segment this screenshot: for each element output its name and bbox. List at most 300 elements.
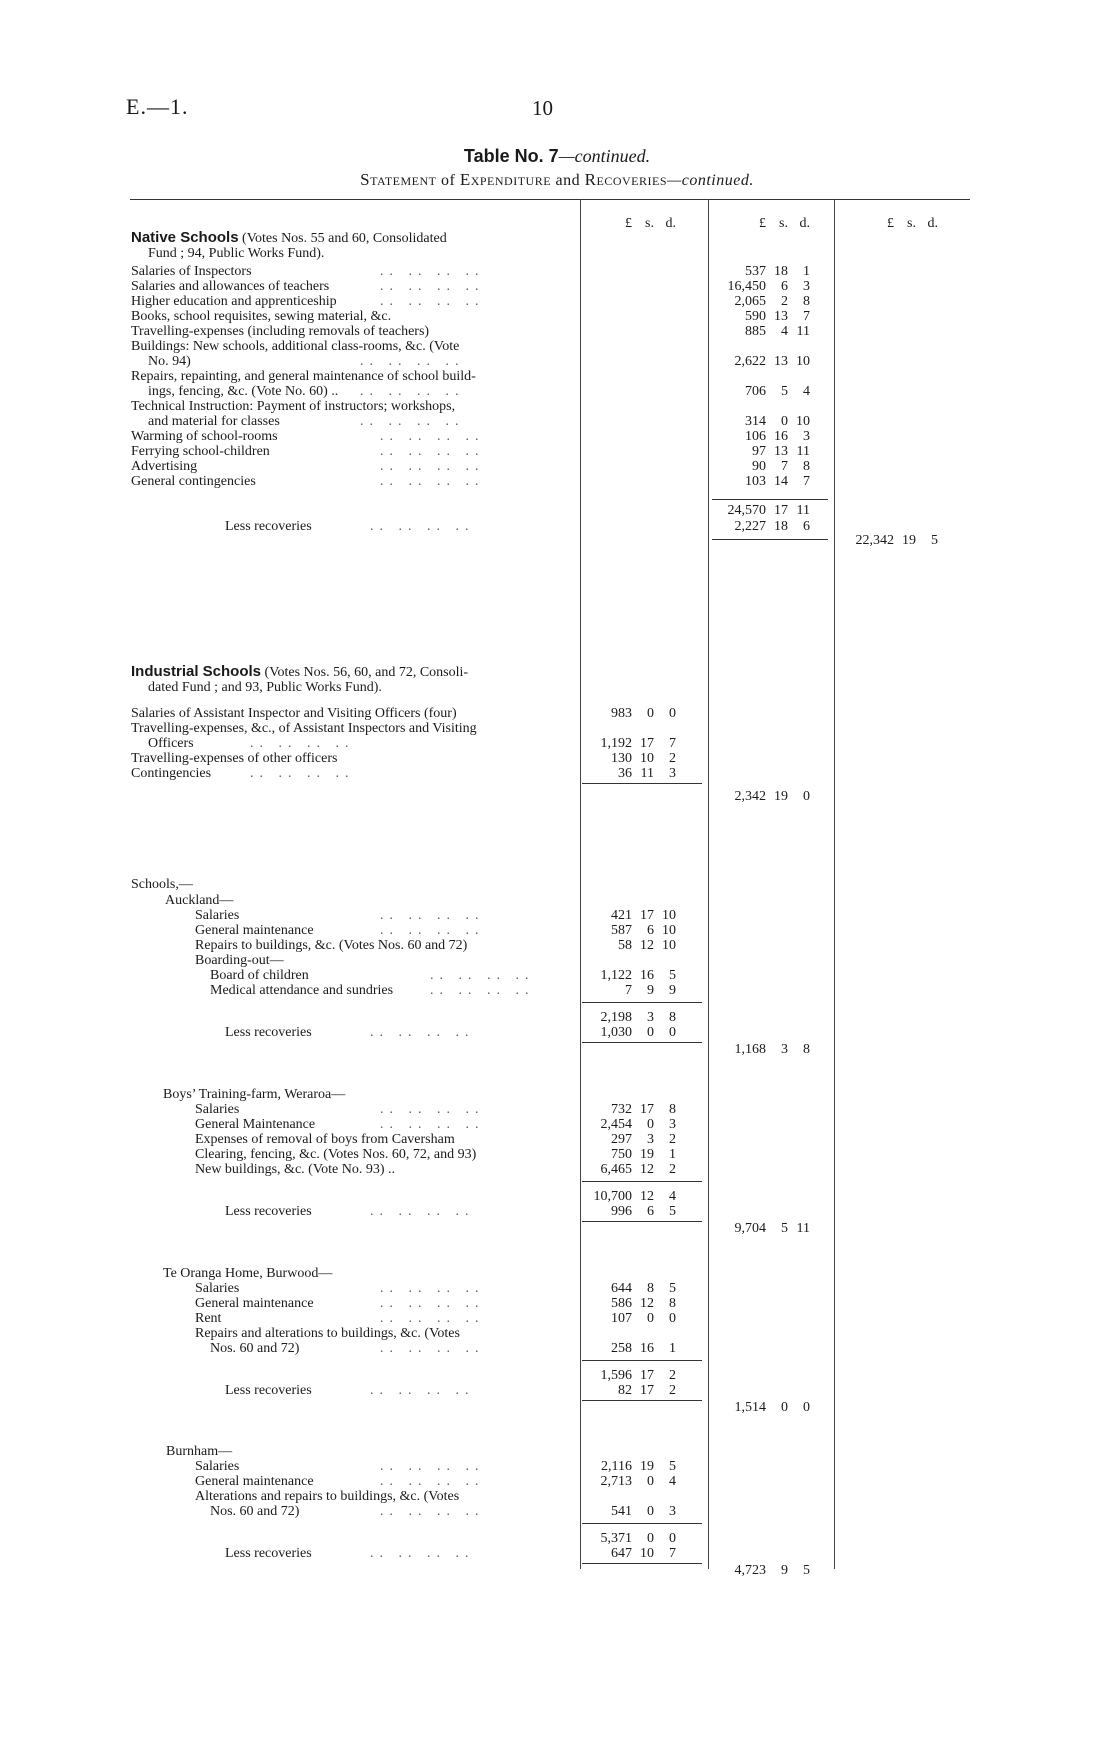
amount-pounds: 2,342: [734, 789, 766, 804]
row-label: Salaries of Assistant Inspector and Visiting Officers (four): [131, 706, 457, 721]
amount-pence: 3: [669, 766, 676, 781]
amount-pence: 4: [669, 1189, 676, 1204]
amount-pence: 0: [669, 1025, 676, 1040]
amount-pence: 0: [803, 1400, 810, 1415]
row-label: Salaries and allowances of teachers: [131, 279, 330, 294]
amount-pounds: 5,371: [600, 1531, 632, 1546]
amount-cell: [582, 1341, 676, 1357]
amount-pounds: 644: [611, 1281, 632, 1296]
amount-pounds: 2,116: [601, 1459, 632, 1474]
row-label: Technical Instruction: Payment of instructors; workshops,: [131, 399, 456, 414]
amount-pounds: 22,342: [855, 533, 894, 548]
amount-shillings: 0: [647, 1504, 654, 1519]
amount-shillings: 13: [774, 444, 788, 459]
amount-cell: [582, 1281, 676, 1297]
amount-pence: 1: [669, 1147, 676, 1162]
row-label: General maintenance: [195, 923, 314, 938]
amount-shillings: 6: [647, 923, 654, 938]
table-top-rule: [130, 199, 970, 200]
row-label: Advertising: [131, 459, 198, 474]
amount-pence: 9: [669, 983, 676, 998]
amount-cell: [712, 354, 810, 370]
row-label: Boys’ Training-farm, Weraroa—: [163, 1087, 346, 1102]
amount-cell: [582, 1189, 676, 1205]
amount-cell: [582, 1474, 676, 1490]
amount-pence: 0: [669, 1311, 676, 1326]
section-title: Native Schools: [131, 229, 239, 246]
leader-dots: .. .. .. ..: [380, 1474, 485, 1489]
amount-pence: 11: [796, 1221, 810, 1236]
amount-pence: 10: [662, 938, 676, 953]
row-label: Less recoveries: [225, 1383, 312, 1398]
amount-shillings: 9: [781, 1563, 788, 1578]
amount-pence: 3: [669, 1504, 676, 1519]
amount-pounds: 2,454: [600, 1117, 632, 1132]
amount-pence: 10: [662, 908, 676, 923]
amount-pence: 8: [803, 294, 810, 309]
column-heading: £ s. d.: [625, 216, 676, 231]
amount-cell: [582, 908, 676, 924]
row-label: Books, school requisites, sewing material, &c.: [131, 309, 392, 324]
amount-cell: [582, 751, 676, 767]
column-heading: £ s. d.: [759, 216, 810, 231]
table-title: [0, 146, 1114, 167]
amount-pence: 8: [803, 1042, 810, 1057]
amount-pounds: 258: [611, 1341, 632, 1356]
amount-pence: 11: [796, 503, 810, 518]
amount-cell: [582, 968, 676, 984]
amount-pence: 2: [669, 1383, 676, 1398]
amount-pounds: 732: [611, 1102, 632, 1117]
amount-cell: [582, 706, 676, 722]
amount-shillings: 13: [774, 354, 788, 369]
amount-shillings: 3: [647, 1132, 654, 1147]
leader-dots: .. .. .. ..: [430, 968, 535, 983]
amount-pounds: 1,596: [600, 1368, 632, 1383]
amount-pence: 8: [669, 1102, 676, 1117]
leader-dots: .. .. .. ..: [380, 279, 485, 294]
amount-shillings: 13: [774, 309, 788, 324]
leader-dots: .. .. .. ..: [380, 908, 485, 923]
amount-pounds: 9,704: [734, 1221, 766, 1236]
amount-pounds: 421: [611, 908, 632, 923]
row-label: Boarding-out—: [195, 953, 284, 968]
amount-pence: 10: [662, 923, 676, 938]
amount-pence: 1: [669, 1341, 676, 1356]
amount-pounds: 90: [752, 459, 766, 474]
amount-pounds: 297: [611, 1132, 632, 1147]
column-divider: [834, 199, 835, 1569]
section-heading-line2: Fund ; 94, Public Works Fund).: [148, 246, 325, 261]
amount-cell: [712, 444, 810, 460]
amount-cell: [582, 736, 676, 752]
row-label: Medical attendance and sundries: [210, 983, 394, 998]
amount-cell: [582, 938, 676, 954]
amount-pence: 5: [669, 1459, 676, 1474]
amount-shillings: 9: [647, 983, 654, 998]
amount-pence: 1: [803, 264, 810, 279]
amount-shillings: 10: [640, 1546, 654, 1561]
amount-cell: [582, 983, 676, 999]
amount-pence: 4: [803, 384, 810, 399]
amount-shillings: 3: [781, 1042, 788, 1057]
row-label: General maintenance: [195, 1296, 314, 1311]
amount-pence: 0: [669, 706, 676, 721]
leader-dots: .. .. .. ..: [370, 1025, 475, 1040]
column-divider: [580, 199, 581, 1569]
amount-shillings: 7: [781, 459, 788, 474]
amount-cell: [582, 1296, 676, 1312]
leader-dots: .. .. .. ..: [370, 1383, 475, 1398]
amount-pounds: 1,030: [600, 1025, 632, 1040]
amount-cell: [582, 1546, 676, 1562]
amount-cell: [838, 533, 938, 549]
amount-pounds: 2,622: [734, 354, 766, 369]
amount-pence: 5: [803, 1563, 810, 1578]
leader-dots: .. .. .. ..: [380, 1341, 485, 1356]
sum-rule: [582, 1523, 702, 1524]
sum-rule: [582, 1400, 702, 1401]
subtitle-word: Recoveries: [584, 170, 667, 189]
sum-rule: [712, 539, 828, 540]
amount-pence: 7: [803, 309, 810, 324]
amount-shillings: 5: [781, 1221, 788, 1236]
amount-shillings: 19: [640, 1147, 654, 1162]
leader-dots: .. .. .. ..: [360, 414, 465, 429]
row-label: Repairs to buildings, &c. (Votes Nos. 60 and 72): [195, 938, 468, 953]
amount-shillings: 18: [774, 519, 788, 534]
amount-pence: 7: [669, 1546, 676, 1561]
row-label: Salaries of Inspectors: [131, 264, 252, 279]
leader-dots: .. .. .. ..: [360, 354, 465, 369]
row-label: No. 94): [148, 354, 191, 369]
leader-dots: .. .. .. ..: [370, 1204, 475, 1219]
row-label: Repairs and alterations to buildings, &c. (Votes: [195, 1326, 460, 1341]
row-label: Repairs, repainting, and general maintenance of school build-: [131, 369, 476, 384]
amount-shillings: 0: [781, 1400, 788, 1415]
leader-dots: .. .. .. ..: [380, 1117, 485, 1132]
amount-pounds: 885: [745, 324, 766, 339]
leader-dots: .. .. .. ..: [380, 429, 485, 444]
amount-shillings: 17: [640, 736, 654, 751]
leader-dots: .. .. .. ..: [380, 294, 485, 309]
amount-cell: [712, 519, 810, 535]
amount-pence: 7: [803, 474, 810, 489]
sum-rule: [582, 1042, 702, 1043]
amount-pence: 10: [796, 414, 810, 429]
amount-shillings: 3: [647, 1010, 654, 1025]
amount-shillings: 17: [774, 503, 788, 518]
amount-pounds: 541: [611, 1504, 632, 1519]
amount-cell: [582, 1147, 676, 1163]
amount-pence: 3: [803, 429, 810, 444]
row-label: Expenses of removal of boys from Caversham: [195, 1132, 455, 1147]
sum-rule: [582, 1360, 702, 1361]
leader-dots: .. .. .. ..: [380, 444, 485, 459]
sum-rule: [582, 1563, 702, 1564]
amount-shillings: 0: [647, 706, 654, 721]
row-label: Nos. 60 and 72): [210, 1504, 300, 1519]
leader-dots: .. .. .. ..: [430, 983, 535, 998]
amount-cell: [712, 1042, 810, 1058]
amount-shillings: 10: [640, 751, 654, 766]
row-label: General contingencies: [131, 474, 256, 489]
amount-pounds: 1,168: [734, 1042, 766, 1057]
sum-rule: [582, 783, 702, 784]
amount-shillings: 12: [640, 1162, 654, 1177]
amount-cell: [712, 503, 810, 519]
amount-pounds: 106: [745, 429, 766, 444]
row-label: Buildings: New schools, additional class-rooms, &c. (Vote: [131, 339, 460, 354]
amount-shillings: 6: [781, 279, 788, 294]
table-title-bold: Table No. 7: [463, 146, 559, 166]
amount-pence: 3: [669, 1117, 676, 1132]
amount-cell: [712, 789, 810, 805]
row-label: Travelling-expenses, &c., of Assistant Inspectors and Visiting: [131, 721, 477, 736]
row-label: New buildings, &c. (Vote No. 93) ..: [195, 1162, 395, 1177]
amount-pounds: 24,570: [727, 503, 766, 518]
amount-pounds: 587: [611, 923, 632, 938]
amount-cell: [712, 324, 810, 340]
sum-rule: [582, 1002, 702, 1003]
section-heading-line2: dated Fund ; and 93, Public Works Fund).: [148, 680, 382, 695]
amount-pence: 6: [803, 519, 810, 534]
amount-cell: [582, 1311, 676, 1327]
row-label: Travelling-expenses of other officers: [131, 751, 338, 766]
amount-shillings: 11: [640, 766, 654, 781]
amount-pence: 3: [803, 279, 810, 294]
row-label: Travelling-expenses (including removals of teachers): [131, 324, 430, 339]
row-label: Less recoveries: [225, 1025, 312, 1040]
amount-pounds: 6,465: [600, 1162, 632, 1177]
amount-pounds: 2,065: [734, 294, 766, 309]
amount-cell: [712, 309, 810, 325]
amount-pence: 11: [796, 444, 810, 459]
leader-dots: .. .. .. ..: [380, 1504, 485, 1519]
row-label: Salaries: [195, 1459, 240, 1474]
amount-pence: 5: [931, 533, 938, 548]
amount-shillings: 17: [640, 1102, 654, 1117]
sum-rule: [582, 1221, 702, 1222]
amount-pounds: 103: [745, 474, 766, 489]
row-label: Less recoveries: [225, 1546, 312, 1561]
amount-cell: [712, 1563, 810, 1579]
leader-dots: .. .. .. ..: [380, 459, 485, 474]
subtitle-word: Statement: [360, 170, 437, 189]
sum-rule: [582, 1181, 702, 1182]
amount-pence: 5: [669, 968, 676, 983]
leader-dots: .. .. .. ..: [380, 1281, 485, 1296]
row-label: and material for classes: [148, 414, 280, 429]
amount-cell: [582, 1459, 676, 1475]
amount-pence: 0: [669, 1531, 676, 1546]
amount-pounds: 2,198: [600, 1010, 632, 1025]
leader-dots: .. .. .. ..: [380, 923, 485, 938]
amount-shillings: 14: [774, 474, 788, 489]
amount-cell: [582, 1132, 676, 1148]
amount-pence: 2: [669, 751, 676, 766]
amount-pence: 8: [669, 1010, 676, 1025]
amount-pence: 2: [669, 1132, 676, 1147]
amount-pence: 8: [803, 459, 810, 474]
amount-shillings: 0: [647, 1117, 654, 1132]
amount-shillings: 16: [640, 1341, 654, 1356]
subtitle-word: of: [441, 172, 456, 189]
amount-pounds: 750: [611, 1147, 632, 1162]
row-label: Burnham—: [166, 1444, 233, 1459]
leader-dots: .. .. .. ..: [380, 474, 485, 489]
row-label: Alterations and repairs to buildings, &c. (Votes: [195, 1489, 460, 1504]
amount-pence: 4: [669, 1474, 676, 1489]
leader-dots: .. .. .. ..: [360, 384, 465, 399]
amount-pence: 10: [796, 354, 810, 369]
amount-shillings: 0: [647, 1531, 654, 1546]
amount-cell: [582, 1383, 676, 1399]
amount-pounds: 130: [611, 751, 632, 766]
amount-shillings: 17: [640, 908, 654, 923]
row-label: Nos. 60 and 72): [210, 1341, 300, 1356]
leader-dots: .. .. .. ..: [380, 1102, 485, 1117]
amount-pounds: 2,713: [600, 1474, 632, 1489]
row-label: Schools,—: [131, 877, 193, 892]
amount-pounds: 97: [752, 444, 766, 459]
amount-shillings: 12: [640, 938, 654, 953]
amount-cell: [712, 384, 810, 400]
amount-pounds: 706: [745, 384, 766, 399]
amount-shillings: 4: [781, 324, 788, 339]
amount-shillings: 8: [647, 1281, 654, 1296]
amount-shillings: 6: [647, 1204, 654, 1219]
leader-dots: .. .. .. ..: [250, 736, 355, 751]
amount-pence: 0: [803, 789, 810, 804]
amount-pence: 5: [669, 1204, 676, 1219]
row-label: Rent: [195, 1311, 222, 1326]
amount-cell: [582, 1117, 676, 1133]
amount-cell: [712, 279, 810, 295]
amount-pounds: 10,700: [593, 1189, 632, 1204]
amount-pence: 2: [669, 1162, 676, 1177]
amount-pounds: 647: [611, 1546, 632, 1561]
amount-cell: [582, 766, 676, 782]
leader-dots: .. .. .. ..: [250, 766, 355, 781]
amount-cell: [582, 1204, 676, 1220]
amount-pounds: 36: [618, 766, 632, 781]
amount-shillings: 17: [640, 1368, 654, 1383]
amount-pounds: 983: [611, 706, 632, 721]
row-label: Less recoveries: [225, 519, 312, 534]
amount-shillings: 12: [640, 1189, 654, 1204]
amount-cell: [712, 1221, 810, 1237]
row-label: Clearing, fencing, &c. (Votes Nos. 60, 72, and 93): [195, 1147, 477, 1162]
amount-cell: [712, 294, 810, 310]
amount-cell: [712, 474, 810, 490]
section-votes: (Votes Nos. 55 and 60, Consolidated: [238, 231, 447, 246]
amount-cell: [582, 1368, 676, 1384]
amount-pounds: 996: [611, 1204, 632, 1219]
amount-shillings: 0: [647, 1474, 654, 1489]
amount-cell: [582, 1531, 676, 1547]
amount-pence: 2: [669, 1368, 676, 1383]
amount-cell: [582, 1010, 676, 1026]
row-label: Auckland—: [165, 893, 234, 908]
amount-pounds: 7: [625, 983, 632, 998]
sum-rule: [712, 499, 828, 500]
amount-shillings: 18: [774, 264, 788, 279]
row-label: Ferrying school-children: [131, 444, 270, 459]
column-heading: £ s. d.: [887, 216, 938, 231]
amount-pounds: 4,723: [734, 1563, 766, 1578]
leader-dots: .. .. .. ..: [380, 1296, 485, 1311]
amount-pounds: 590: [745, 309, 766, 324]
leader-dots: .. .. .. ..: [370, 519, 475, 534]
row-label: Salaries: [195, 908, 240, 923]
amount-shillings: 0: [647, 1025, 654, 1040]
table-subtitle: [0, 170, 1114, 190]
amount-cell: [712, 429, 810, 445]
section-votes: (Votes Nos. 56, 60, and 72, Consoli-: [261, 665, 469, 680]
row-label: ings, fencing, &c. (Vote No. 60) ..: [148, 384, 339, 399]
amount-pence: 7: [669, 736, 676, 751]
table-title-continued: —continued.: [558, 146, 651, 166]
row-label: Te Oranga Home, Burwood—: [163, 1266, 333, 1281]
row-label: Officers: [148, 736, 194, 751]
leader-dots: .. .. .. ..: [380, 1459, 485, 1474]
document-reference: E.—1.: [126, 94, 189, 119]
amount-shillings: 2: [781, 294, 788, 309]
amount-pounds: 2,227: [734, 519, 766, 534]
amount-cell: [582, 1102, 676, 1118]
amount-shillings: 17: [640, 1383, 654, 1398]
row-label: Salaries: [195, 1281, 240, 1296]
leader-dots: .. .. .. ..: [380, 264, 485, 279]
amount-pounds: 1,122: [600, 968, 632, 983]
amount-pounds: 1,192: [600, 736, 632, 751]
amount-shillings: 19: [640, 1459, 654, 1474]
row-label: General maintenance: [195, 1474, 314, 1489]
amount-shillings: 16: [640, 968, 654, 983]
row-label: General Maintenance: [195, 1117, 316, 1132]
leader-dots: .. .. .. ..: [370, 1546, 475, 1561]
amount-cell: [582, 1504, 676, 1520]
amount-cell: [582, 923, 676, 939]
row-label: Higher education and apprenticeship: [131, 294, 337, 309]
amount-shillings: 12: [640, 1296, 654, 1311]
amount-shillings: 0: [647, 1311, 654, 1326]
section-title: Industrial Schools: [131, 663, 262, 680]
subtitle-word: and: [555, 172, 581, 189]
amount-pence: 5: [669, 1281, 676, 1296]
section-heading-industrial: [131, 664, 468, 680]
amount-shillings: 16: [774, 429, 788, 444]
subtitle-word: —continued.: [667, 172, 754, 189]
amount-pounds: 314: [745, 414, 766, 429]
column-divider: [708, 199, 709, 1569]
subtitle-word: Expenditure: [459, 170, 552, 189]
amount-cell: [582, 1025, 676, 1041]
amount-pounds: 537: [745, 264, 766, 279]
amount-cell: [712, 414, 810, 430]
amount-pounds: 58: [618, 938, 632, 953]
row-label: Salaries: [195, 1102, 240, 1117]
amount-pounds: 82: [618, 1383, 632, 1398]
amount-pence: 11: [796, 324, 810, 339]
amount-cell: [712, 264, 810, 280]
section-heading-native: [131, 230, 447, 246]
amount-shillings: 19: [902, 533, 916, 548]
amount-pounds: 586: [611, 1296, 632, 1311]
amount-cell: [712, 459, 810, 475]
amount-shillings: 0: [781, 414, 788, 429]
